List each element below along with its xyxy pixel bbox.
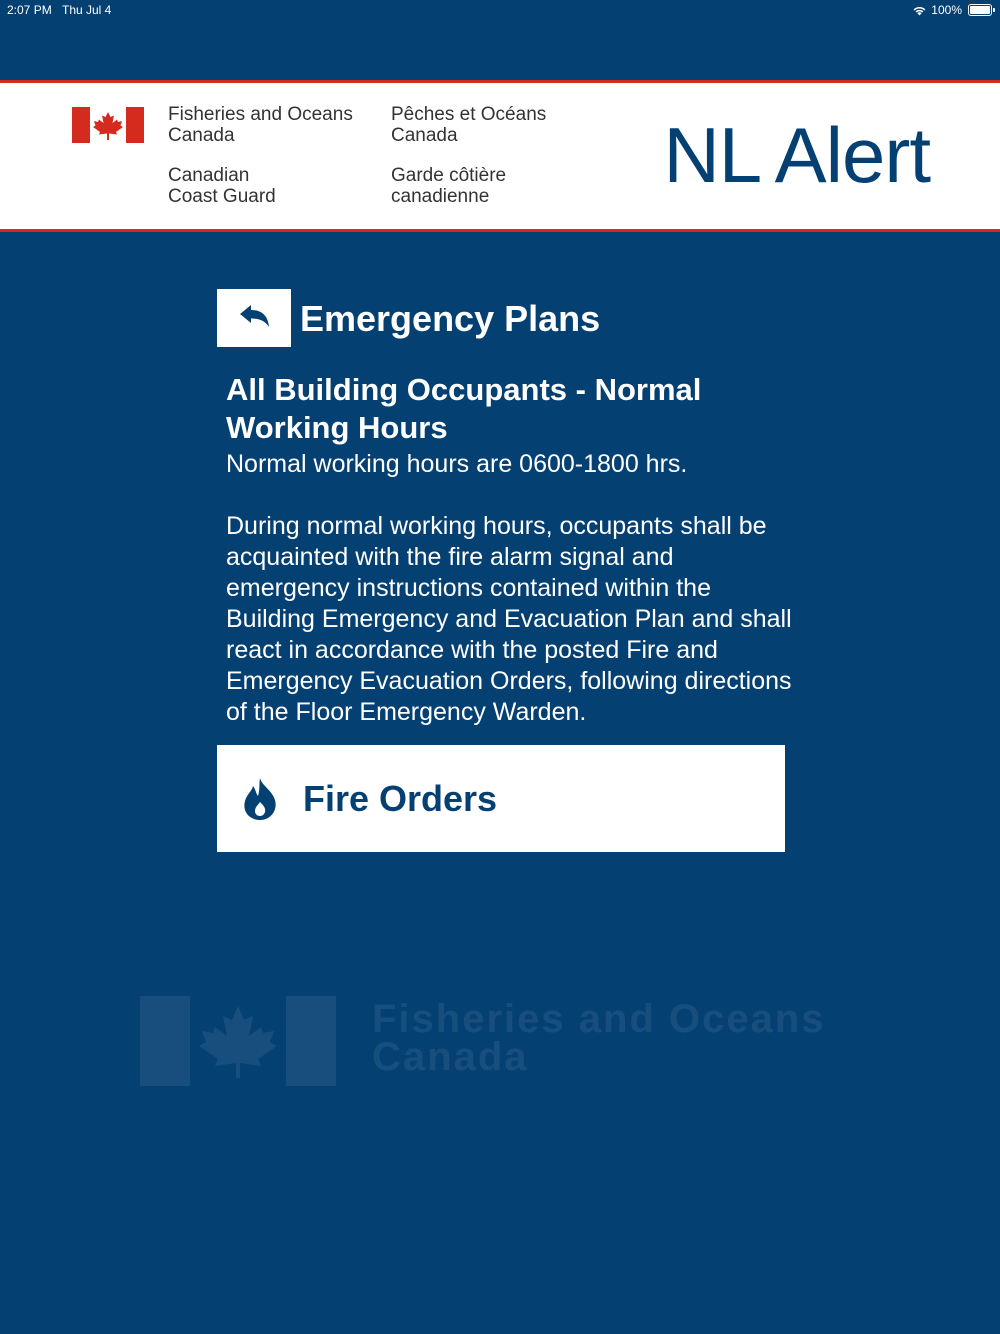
page-title: Emergency Plans (300, 298, 601, 339)
paragraph-instructions: During normal working hours, occupants shall be acquainted with the fire alarm signal and emergency instructions contained within the Building Emergency and Evacuation Plan and shall react in accordance with the posted Fire and Emergency Evacuation Orders, following directions of the Floor Emergency Warden. (226, 512, 792, 726)
fire-orders-button[interactable] (217, 745, 785, 852)
department-name-fr: Pêches et Océans Canada (391, 104, 547, 146)
wifi-icon (912, 5, 927, 16)
agency-name-fr: Garde côtière canadienne (391, 165, 507, 207)
fire-icon (239, 776, 281, 822)
status-date: Thu Jul 4 (62, 3, 112, 17)
watermark-logo (140, 996, 880, 1088)
app-title: NL Alert (663, 111, 930, 199)
agency-name-en: Canadian Coast Guard (168, 165, 276, 207)
battery-icon (968, 4, 992, 16)
back-arrow-icon (236, 303, 272, 333)
status-bar (0, 0, 1000, 22)
header-banner (0, 80, 1000, 232)
status-indicators (912, 3, 992, 17)
watermark-flag-icon (140, 996, 336, 1086)
fire-orders-label: Fire Orders (303, 777, 498, 819)
department-name-en: Fisheries and Oceans Canada (168, 104, 353, 146)
canada-flag-icon (72, 107, 144, 143)
content-body (226, 449, 796, 728)
battery-percent: 100% (931, 3, 962, 17)
content-heading: All Building Occupants - Normal Working Hours (226, 372, 702, 445)
status-time: 2:07 PM (7, 3, 52, 17)
paragraph-hours: Normal working hours are 0600-1800 hrs. (226, 450, 688, 478)
back-button[interactable] (217, 289, 291, 347)
watermark-text: Fisheries and Oceans Canada (372, 997, 826, 1079)
